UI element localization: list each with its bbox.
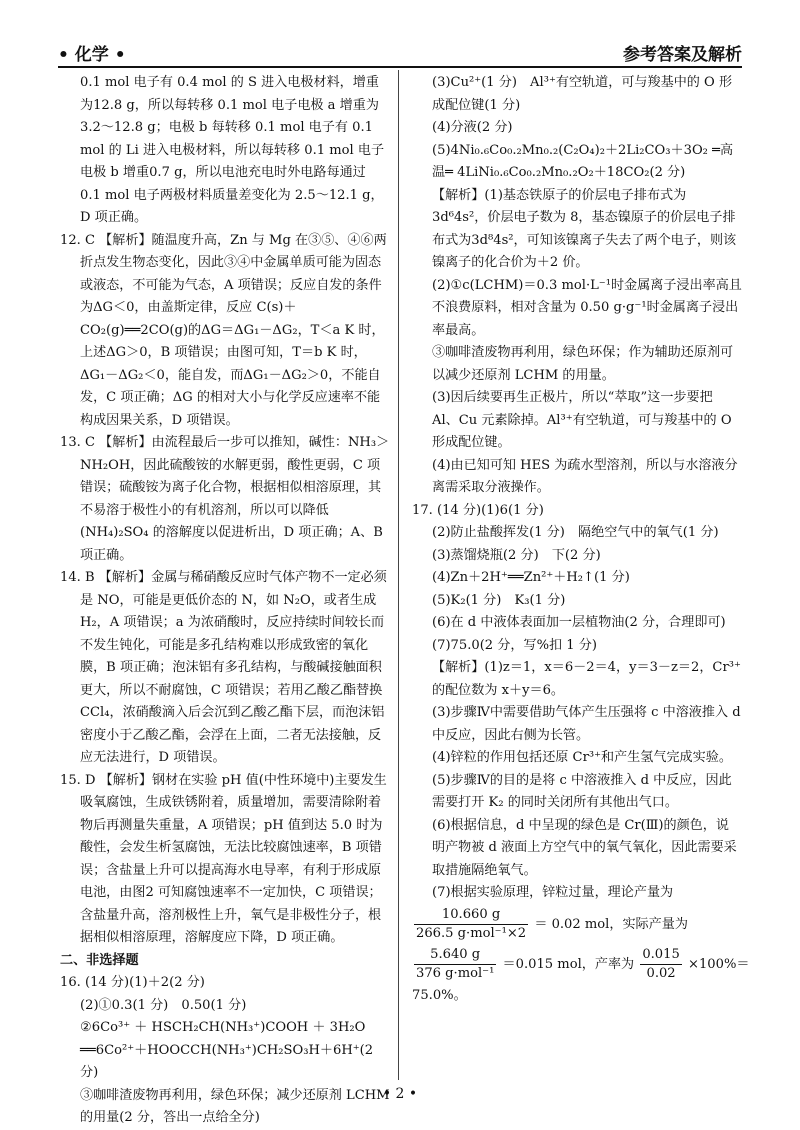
- page-number: • 2 •: [382, 1086, 418, 1102]
- section-title: 参考答案及解析: [623, 45, 742, 65]
- calc-line-1: [412, 905, 742, 945]
- paragraph: (3)蒸馏烧瓶(2 分) 下(2 分): [432, 547, 601, 563]
- paragraph: 17. (14 分)(1)6(1 分): [412, 502, 544, 518]
- fraction-numerator: 5.640 g: [414, 946, 496, 965]
- paragraph: (6)在 d 中液体表面加一层植物油(2 分，合理即可): [432, 615, 726, 630]
- calc-text: ＝0.015 mol，产率为: [502, 956, 635, 972]
- paragraph: 12. C 【解析】随温度升高，Zn 与 Mg 在③⑤、④⑥两折点发生物态变化，因此③④中金属单质可能为固态或液态，不可能为气态，A 项错误；反应自发的条件为ΔG＜0，由盖斯定律，反应 C(s)＋CO₂(g)══2CO(g)的ΔG＝ΔG₁－ΔG₂，T＜a K 时，上述ΔG＞0，B 项错误；由图可知，T＝b K 时，ΔG₁－ΔG₂＜0，能自发，而ΔG₁－ΔG₂＞0，不能自发，C 项正确；ΔG 的相对大小与化学反应速率不能构成因果关系，D 项错误。: [60, 232, 387, 428]
- paragraph: (4)锌粒的作用包括还原 Cr³⁺和产生氢气完成实验。: [432, 750, 732, 765]
- calc-line-2: [412, 945, 750, 985]
- paragraph: (5)4Ni₀.₆Co₀.₂Mn₀.₂(C₂O₄)₂＋2Li₂CO₃＋3O₂ ═高温═ 4LiNi₀.₆Co₀.₂Mn₀.₂O₂＋18CO₂(2 分): [432, 142, 734, 180]
- paragraph: 0.1 mol 电子有 0.4 mol 的 S 进入电极材料，增重为12.8 g，所以每转移 0.1 mol 电子电极 a 增重为 3.2～12.8 g；电极 b 每转移 0.1 mol 电子有 0.1 mol 的 Li 进入电极材料，所以每转移 0.1 mol 电子电极 b 增重0.7 g，所以电池充电时外电路每通过 0.1 mol 电子两极材料质量差变化为 2.5～12.1 g，D 项正确。: [80, 75, 385, 225]
- subject-label: • 化学 •: [58, 45, 126, 65]
- paragraph: ②6Co³⁺ ＋ HSCH₂CH(NH₃⁺)COOH ＋ 3H₂O ══6Co²⁺＋HOOCCH(NH₃⁺)CH₂SO₃H＋6H⁺(2 分): [80, 1020, 374, 1080]
- fraction-numerator: 0.015: [640, 946, 682, 965]
- calc-result: 75.0%。: [412, 987, 467, 1003]
- paragraph: 16. (14 分)(1)＋2(2 分): [60, 975, 205, 990]
- paragraph: (3)步骤Ⅳ中需要借助气体产生压强将 c 中溶液推入 d中反应，因此右侧为长管。: [432, 705, 741, 743]
- fraction-denominator: 376 g·mol⁻¹: [416, 965, 495, 981]
- paragraph: (5)步骤Ⅳ的目的是将 c 中溶液推入 d 中反应，因此需要打开 K₂ 的同时关闭所有其他出气口。: [432, 772, 732, 810]
- right-column: [412, 72, 750, 1007]
- paragraph: (2)①c(LCHM)＝0.3 mol·L⁻¹时金属离子浸出率高且不浪费原料，相对含量为 0.50 g·g⁻¹时金属离子浸出率最高。: [432, 277, 742, 338]
- fraction-denominator: 0.02: [646, 965, 676, 981]
- actual-yield-fraction: [414, 946, 496, 983]
- paragraph: 14. B 【解析】金属与稀硝酸反应时气体产物不一定必须是 NO，可能是更低价态的 N，如 N₂O，或者生成 H₂，A 项错误；a 为浓硝酸时，反应持续时间较长而不发生钝化，可能是多孔结构难以形成致密的氧化膜，B 项正确；泡沫铝有多孔结构，与酸碱接触面积更大，所以不耐腐蚀，C 项错误；若用乙酸乙酯替换 CCl₄，浓硝酸滴入后会沉到乙酸乙酯下层，而泡沫铝密度小于乙酸乙酯，会浮在上面，二者无法接触，反应无法进行，D 项错误。: [60, 570, 387, 765]
- paragraph: (6)根据信息，d 中呈现的绿色是 Cr(Ⅲ)的颜色，说明产物被 d 液面上方空气中的氧气氧化，因此需要采取措施隔绝氧气。: [432, 817, 737, 878]
- fraction-numerator: 10.660 g: [414, 906, 528, 925]
- paragraph: (5)K₂(1 分) K₃(1 分): [432, 592, 566, 608]
- yield-ratio-fraction: [640, 946, 682, 983]
- left-column: [60, 72, 390, 1130]
- fraction-denominator: 266.5 g·mol⁻¹×2: [416, 925, 527, 941]
- paragraph: (4)由已知可知 HES 为疏水型溶剂，所以与水溶液分离需采取分液操作。: [432, 457, 738, 495]
- paragraph: (4)分液(2 分): [432, 120, 513, 135]
- paragraph: 二、非选择题: [60, 952, 139, 968]
- paragraph: (7)75.0(2 分，写%扣 1 分): [432, 637, 597, 653]
- calc-text: ＝ 0.02 mol，实际产量为: [534, 916, 688, 932]
- paragraph: 13. C 【解析】由流程最后一步可以推知，碱性：NH₃＞NH₂OH，因此硫酸铵的水解更弱，酸性更弱，C 项错误；硫酸铵为离子化合物，根据相似相溶原理，其不易溶于极性小的有机溶剂，所以可以降低(NH₄)₂SO₄ 的溶解度以促进析出，D 项正确；A、B 项正确。: [60, 435, 390, 563]
- paragraph: ③咖啡渣废物再利用，绿色环保；作为辅助还原剂可以减少还原剂 LCHM 的用量。: [432, 345, 734, 383]
- paragraph: (2)①0.3(1 分) 0.50(1 分): [80, 997, 247, 1013]
- calc-text: ×100%＝: [687, 956, 750, 972]
- paragraph: 【解析】(1)z＝1，x＝6－2＝4，y＝3－z＝2，Cr³⁺的配位数为 x＋y＝6。: [432, 660, 741, 698]
- paragraph: (7)根据实验原理，锌粒过量，理论产量为: [432, 885, 674, 900]
- paragraph: 【解析】(1)基态铁原子的价层电子排布式为 3d⁶4s²，价层电子数为 8，基态镍原子的价层电子排布式为3d⁸4s²，可知该镍离子失去了两个电子，则该镍离子的化合价为＋2 价。: [432, 187, 737, 270]
- column-divider: [398, 70, 399, 1080]
- paragraph: ③咖啡渣废物再利用，绿色环保；减少还原剂 LCHM的用量(2 分，答出一点给全分): [80, 1087, 390, 1125]
- paragraph: (2)防止盐酸挥发(1 分) 隔绝空气中的氧气(1 分): [432, 525, 719, 540]
- theoretical-yield-fraction: [414, 906, 528, 943]
- right-column-paragraphs: [412, 72, 742, 905]
- paragraph: (3)因后续要再生正极片，所以“萃取”这一步要把 Al、Cu 元素除掉。Al³⁺有空轨道，可与羧基中的 O 形成配位键。: [432, 390, 732, 450]
- page-header: [58, 40, 742, 66]
- paragraph: 15. D 【解析】钢材在实验 pH 值(中性环境中)主要发生吸氧腐蚀，生成铁锈附着，质量增加，需要清除附着物后再测量失重量，A 项错误；pH 值到达 5.0 时为酸性，会发生析氢腐蚀，无法比较腐蚀速率，B 项错误；含盐量上升可以提高海水电导率，有利于形成原电池，由图2 可知腐蚀速率不一定加快，C 项错误；含盐量升高，溶剂极性上升，氧气是非极性分子，根据相似相溶原理，溶解度应下降，D 项正确。: [60, 772, 387, 945]
- header-rule: [58, 66, 742, 68]
- paragraph: (4)Zn＋2H⁺══Zn²⁺＋H₂↑(1 分): [432, 570, 630, 585]
- paragraph: (3)Cu²⁺(1 分) Al³⁺有空轨道，可与羧基中的 O 形成配位键(1 分): [432, 75, 733, 113]
